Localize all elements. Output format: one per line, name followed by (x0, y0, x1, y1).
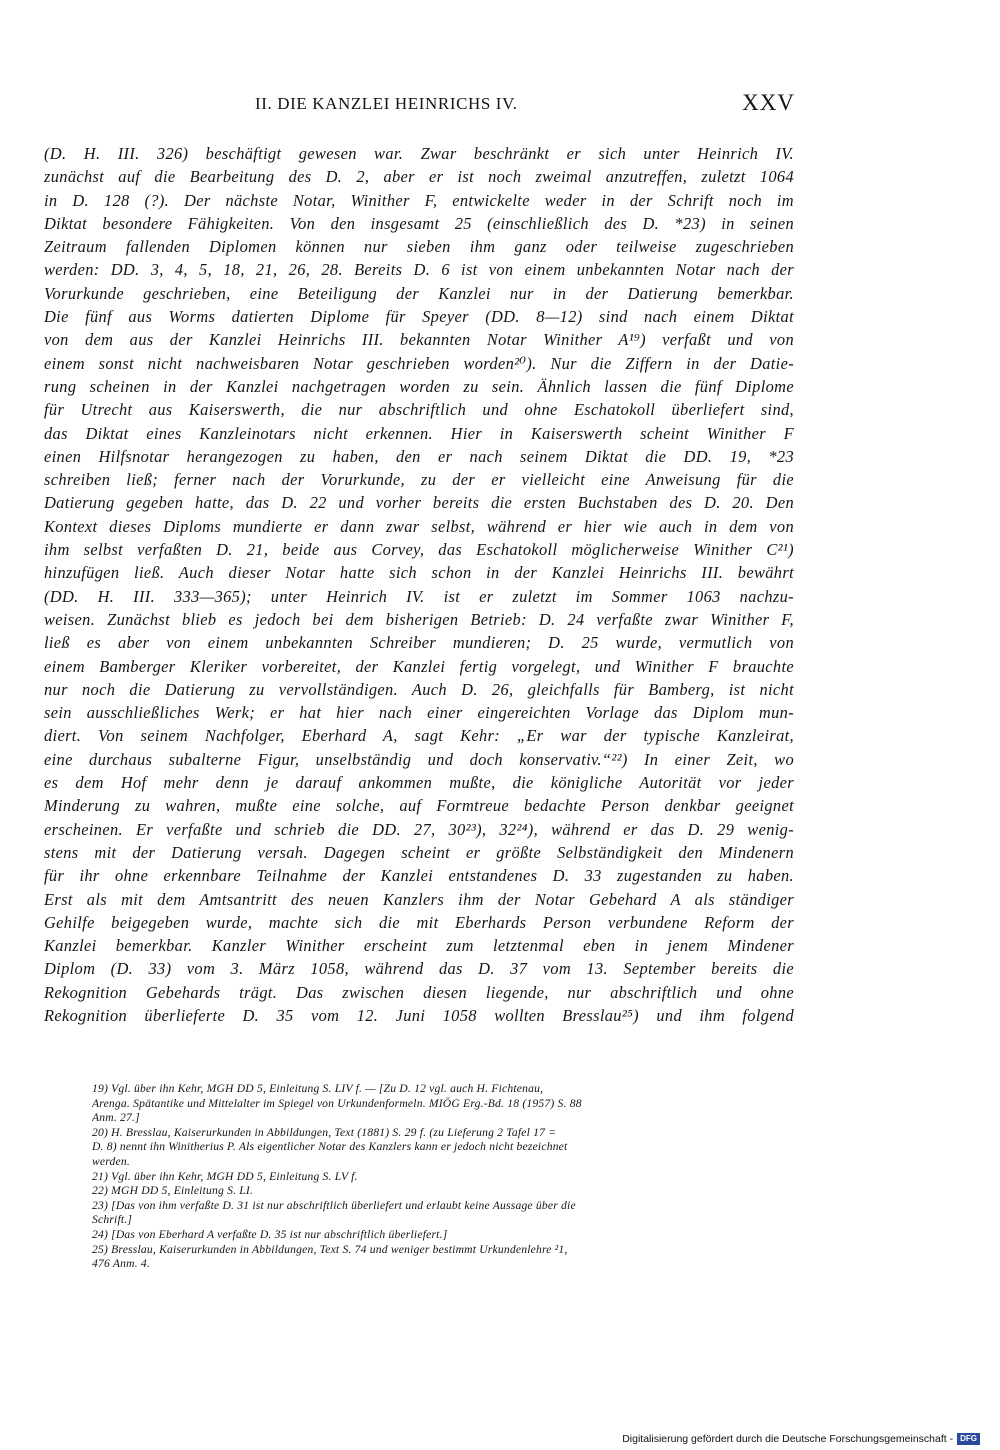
text-line: rung scheinen in der Kanzlei nachgetragen worden zu sein. Ähnlich lassen die fünf Diplome (44, 376, 794, 396)
text-line: Rekognition Gebehards trägt. Das zwischen diesen liegende, nur abschriftlich und ohne (44, 982, 794, 1002)
footnote-line: Arenga. Spätantike und Mittelalter im Spiegel von Urkundenformeln. MIÖG Erg.-Bd. 18 (1957) S. 88 (92, 1096, 582, 1110)
text-line: das Diktat eines Kanzleinotars nicht erkennen. Hier in Kaiserswerth scheint Winither F (44, 423, 794, 443)
text-line: hinzufügen ließ. Auch dieser Notar hatte sich schon in der Kanzlei Heinrichs III. bewährt (44, 563, 794, 583)
running-head (255, 90, 795, 120)
footnote-line: 20) H. Bresslau, Kaiserurkunden in Abbildungen, Text (1881) S. 29 f. (zu Lieferung 2 Tafel 17 = (92, 1125, 557, 1139)
text-line: Erst als mit dem Amtsantritt des neuen Kanzlers ihm der Notar Gebehard A als ständiger (44, 889, 794, 909)
text-line: sein ausschließliches Werk; er hat hier nach einer eingereichten Vorlage das Diplom mun- (44, 703, 794, 723)
footnote-line: werden. (92, 1154, 130, 1168)
text-line: eine durchaus subalterne Figur, unselbständig und doch konservativ.“²²) In einer Zeit, wo (44, 749, 794, 769)
text-line: für ihr ohne erkennbare Teilnahme der Kanzlei entstandenes D. 33 zugestanden zu haben. (44, 866, 794, 886)
text-line: schreiben ließ; ferner nach der Vorurkunde, zu der er vielleicht eine Anweisung für die (44, 470, 794, 490)
text-line: einem sonst nicht nachweisbaren Notar geschrieben worden²⁰). Nur die Ziffern in der Datie- (44, 353, 794, 373)
footnote-line: 22) MGH DD 5, Einleitung S. LI. (92, 1184, 254, 1198)
text-line: einen Hilfsnotar herangezogen zu haben, den er nach seinem Diktat die DD. 19, *23 (44, 446, 794, 466)
text-line: Vorurkunde geschrieben, eine Beteiligung der Kanzlei nur in der Datierung bemerkbar. (44, 283, 794, 303)
text-line: Kanzlei bemerkbar. Kanzler Winither erscheint zum letztenmal eben in jenem Mindener (44, 936, 794, 956)
text-line: ihm selbst verfaßten D. 21, beide aus Corvey, das Eschatokoll möglicherweise Winither C²¹) (44, 540, 794, 560)
text-line: (DD. H. III. 333—365); unter Heinrich IV. ist er zuletzt im Sommer 1063 nachzu- (44, 586, 794, 606)
text-line: es dem Hof mehr denn je darauf ankommen mußte, die königliche Autorität vor jeder (44, 773, 794, 793)
text-line: (D. H. III. 326) beschäftigt gewesen war. Zwar beschränkt er sich unter Heinrich IV. (44, 144, 794, 163)
footnote-line: D. 8) nennt ihn Winitherius P. Als eigentlicher Notar des Kanzlers kann er jedoch nicht bezeichnet (92, 1140, 568, 1154)
text-line: für Utrecht aus Kaiserswerth, die nur abschriftlich und ohne Eschatokoll überliefert sind, (44, 400, 794, 420)
text-line: Diplom (D. 33) vom 3. März 1058, während das D. 37 vom 13. September bereits die (44, 959, 794, 979)
running-title: II. DIE KANZLEI HEINRICHS IV. (255, 94, 518, 113)
footnote-line: 24) [Das von Eberhard A verfaßte D. 35 ist nur abschriftlich überliefert.] (92, 1227, 448, 1241)
text-line: Gehilfe beigegeben wurde, machte sich die mit Eberhards Person verbundene Reform der (44, 912, 794, 932)
footnote-line: 23) [Das von ihm verfaßte D. 31 ist nur abschriftlich überliefert und erlaubt keine Aussage über die (92, 1198, 576, 1212)
footnote-line: Schrift.] (92, 1213, 133, 1227)
text-line: Diktat besondere Fähigkeiten. Von den insgesamt 25 (einschließlich des D. *23) in seinen (44, 213, 794, 233)
main-text (44, 142, 794, 1027)
footnotes (92, 1082, 795, 1272)
text-line: werden: DD. 3, 4, 5, 18, 21, 26, 28. Bereits D. 6 ist von einem unbekannten Notar nach der (44, 260, 794, 280)
text-line: Die fünf aus Worms datierten Diplome für Speyer (DD. 8—12) sind nach einem Diktat (44, 307, 794, 327)
credit-text: Digitalisierung gefördert durch die Deutsche Forschungsgemeinschaft - (622, 1433, 954, 1445)
dfg-logo: DFG (957, 1433, 980, 1445)
footnote-line: 21) Vgl. über ihn Kehr, MGH DD 5, Einleitung S. LV f. (92, 1169, 358, 1183)
text-line: weisen. Zunächst blieb es jedoch bei dem bisherigen Betrieb: D. 24 verfaßte zwar Winither F, (44, 609, 794, 629)
text-line: ließ es aber von einem unbekannten Schreiber mundieren; D. 25 wurde, vermutlich von (44, 633, 794, 653)
text-line: Minderung zu wahren, mußte eine solche, auf Formtreue bedachte Person denkbar geeignet (44, 796, 794, 816)
text-line: einem Bamberger Kleriker vorbereitet, der Kanzlei fertig vorgelegt, und Winither F brauchte (44, 656, 794, 676)
text-line: erscheinen. Er verfaßte und schrieb die DD. 27, 30²³), 32²⁴), während er das D. 29 wenig- (44, 819, 794, 839)
footnote-line: Anm. 27.] (92, 1111, 140, 1125)
digitization-credit (622, 1432, 980, 1446)
footnote-line: 25) Bresslau, Kaiserurkunden in Abbildungen, Text S. 74 und weniger bestimmt Urkundenlehre ²1, (92, 1242, 568, 1256)
text-line: von dem aus der Kanzlei Heinrichs III. bekannten Notar Winither A¹⁹) verfaßt und von (44, 330, 794, 350)
text-line: in D. 128 (?). Der nächste Notar, Winither F, entwickelte weder in der Schrift noch im (44, 190, 794, 210)
text-line: Kontext dieses Diploms mundierte er dann zwar selbst, während er hier wie auch in dem von (44, 516, 794, 536)
text-line: Datierung gegeben hatte, das D. 22 und vorher bereits die ersten Buchstaben des D. 20. Den (44, 493, 794, 513)
text-line: diert. Von seinem Nachfolger, Eberhard A, sagt Kehr: „Er war der typische Kanzleirat, (44, 726, 794, 746)
text-line: stens mit der Datierung versah. Dagegen scheint er größte Selbständigkeit den Mindenern (44, 842, 794, 862)
text-line: nur noch die Datierung zu vervollständigen. Auch D. 26, gleichfalls für Bamberg, ist nicht (44, 679, 794, 699)
footnote-line: 476 Anm. 4. (92, 1257, 151, 1271)
text-line: zunächst auf die Bearbeitung des D. 2, aber er ist noch zweimal anzutreffen, zuletzt 1064 (44, 167, 794, 187)
text-line: Rekognition überlieferte D. 35 vom 12. Juni 1058 wollten Bresslau²⁵) und ihm folgend (44, 1005, 794, 1025)
footnote-line: 19) Vgl. über ihn Kehr, MGH DD 5, Einleitung S. LIV f. — [Zu D. 12 vgl. auch H. Fichtenau, (92, 1082, 544, 1095)
page-number: XXV (742, 90, 795, 115)
text-line: Zeitraum fallenden Diplomen können nur sieben ihm ganz oder teilweise zugeschrieben (44, 237, 794, 257)
